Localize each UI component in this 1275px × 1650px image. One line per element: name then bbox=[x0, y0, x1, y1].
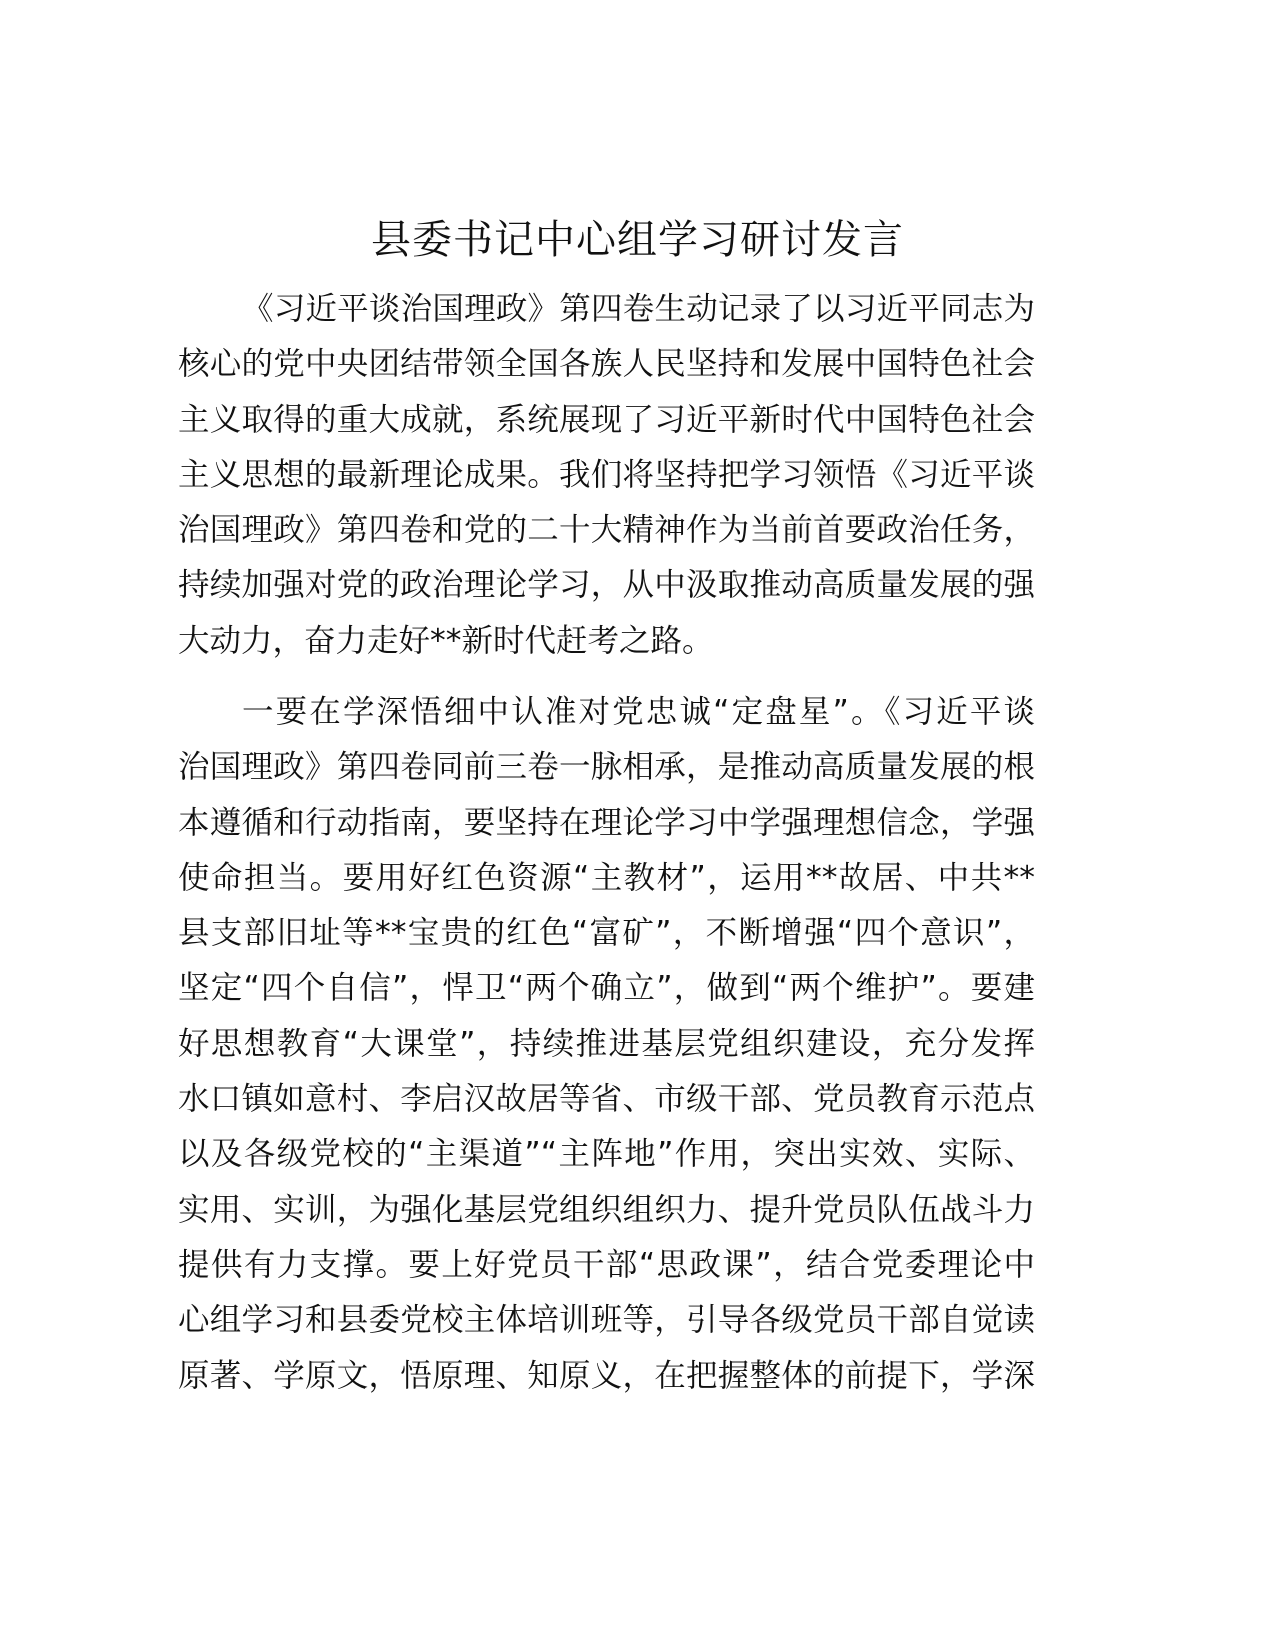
text-line: 本遵循和行动指南，要坚持在理论学习中学强理想信念，学强 bbox=[178, 804, 1035, 841]
text-line: 以及各级党校的“主渠道”“主阵地”作用，突出实效、实际、 bbox=[178, 1136, 1035, 1173]
text-line: 坚定“四个自信”，悍卫“两个确立”，做到“两个维护”。要建 bbox=[178, 970, 1035, 1007]
document-title: 县委书记中心组学习研讨发言 bbox=[371, 217, 904, 263]
text-line: 实用、实训，为强化基层党组织组织力、提升党员队伍战斗力 bbox=[178, 1191, 1035, 1228]
text-line: 核心的党中央团结带领全国各族人民坚持和发展中国特色社会 bbox=[178, 346, 1035, 383]
text-line: 主义思想的最新理论成果。我们将坚持把学习领悟《习近平谈 bbox=[178, 456, 1035, 493]
text-line: 治国理政》第四卷和党的二十大精神作为当前首要政治任务， bbox=[178, 512, 1035, 549]
text-line: 主义取得的重大成就，系统展现了习近平新时代中国特色社会 bbox=[178, 401, 1035, 438]
paragraph-intro bbox=[178, 282, 1035, 669]
text-line: 一要在学深悟细中认准对党忠诚“定盘星”。《习近平谈 bbox=[242, 694, 1035, 730]
text-line: 使命担当。要用好红色资源“主教材”，运用**故居、中共** bbox=[178, 859, 1035, 896]
text-line: 大动力，奋力走好**新时代赶考之路。 bbox=[178, 622, 714, 659]
text-line: 治国理政》第四卷同前三卷一脉相承，是推动高质量发展的根 bbox=[178, 749, 1035, 786]
text-line: 好思想教育“大课堂”，持续推进基层党组织建设，充分发挥 bbox=[178, 1025, 1035, 1062]
text-line: 心组学习和县委党校主体培训班等，引导各级党员干部自觉读 bbox=[178, 1302, 1035, 1339]
text-line: 《习近平谈治国理政》第四卷生动记录了以习近平同志为 bbox=[242, 291, 1035, 327]
text-line: 持续加强对党的政治理论学习，从中汲取推动高质量发展的强 bbox=[178, 567, 1035, 604]
paragraph-point-one bbox=[178, 685, 1035, 1404]
text-line: 原著、学原文，悟原理、知原义，在把握整体的前提下，学深 bbox=[178, 1357, 1035, 1394]
text-line: 县支部旧址等**宝贵的红色“富矿”，不断增强“四个意识”， bbox=[178, 915, 1035, 952]
text-line: 提供有力支撑。要上好党员干部“思政课”，结合党委理论中 bbox=[178, 1246, 1035, 1283]
text-line: 水口镇如意村、李启汉故居等省、市级干部、党员教育示范点 bbox=[178, 1081, 1035, 1118]
